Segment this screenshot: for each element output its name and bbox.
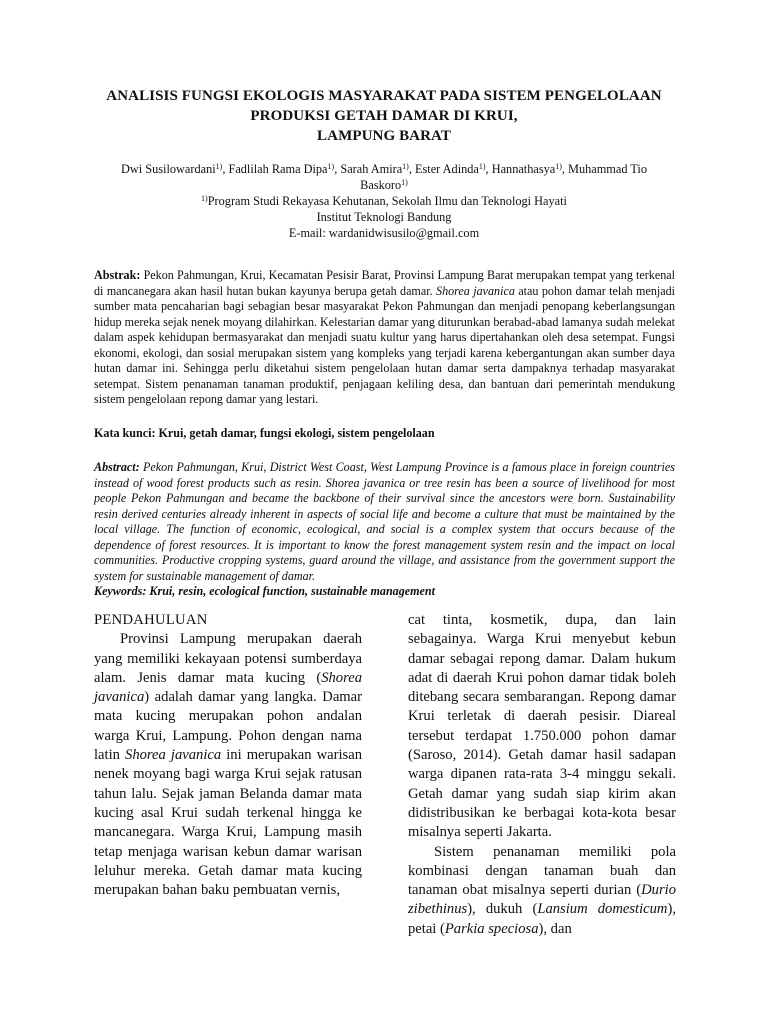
author-line-1 (96, 161, 672, 177)
intro-text: Sistem penanaman memiliki pola kombinasi dengan tanaman buah dan tanaman obat misalnya seperti durian ( (408, 843, 676, 899)
body-column-left (94, 611, 362, 900)
author-sep: , (222, 162, 229, 176)
author-1: Dwi Susilowardani (121, 162, 216, 176)
intro-text: Provinsi Lampung merupakan daerah yang memiliki kekayaan potensi sumberdaya alam. Jenis damar mata kucing ( (94, 631, 362, 686)
author-sep: , (561, 162, 569, 176)
affiliation-line-1: Program Studi Rekayasa Kehutanan, Sekolah Ilmu dan Teknologi Hayati (207, 194, 567, 208)
intro-text: ini merupakan warisan nenek moyang bagi warga Krui sejak ratusan tahun lalu. Sejak jaman Belanda damar mata kucing asal Krui sudah terkenal hingga ke mancanegara. Warga Krui, Lampung masih tetap menjaga warisan kebun damar warisan leluhur mereka. Getah damar mata kucing merupakan bahan baku pembuatan vernis, (94, 747, 362, 899)
intro-species: Durio zibethinus (408, 882, 676, 918)
abstract-text-a: Pekon Pahmungan, Krui, Kecamatan Pesisir Barat, Provinsi Lampung Barat merupakan tempat yang terkenal di mancanegara akan hasil hutan bukan kayunya berupa getah damar. (94, 268, 675, 298)
affiliation-sup: 1) (201, 194, 208, 203)
author-5: Hannathasya (491, 162, 556, 176)
title-line-1: ANALISIS FUNGSI EKOLOGIS MASYARAKAT PADA SISTEM PENGELOLAAN (106, 88, 662, 104)
abstract-text-b: atau pohon damar telah menjadi sumber mata pencaharian bagi sebagian besar masyarakat Pekon Pahmungan dan menjadi penopang keberlangsungan hidup mereka sejak nenek moyang dilahirkan. Kelestarian damar yang diturunkan berabad-abad lamanya sudah melekat dalam aspek kehidupan bermasyarakat dan menjadi suatu kultur yang harus dipertahankan oleh desa setempat. Fungsi ekonomi, ekologi, dan sosial merupakan sistem yang kompleks yang terjadi karena kebergantungan akan sumber daya hutan damar ini. Sehingga perlu diketahui sistem pengelolaan hutan damar serta dampaknya terhadap masyarakat setempat. Sistem penanaman tanaman produktif, penjagaan keliling desa, dan bantuan dari pemerintah mendukung sistem pengelolaan repong damar yang lestari. (94, 283, 675, 406)
author-3: Sarah Amira (340, 162, 403, 176)
abstract-en-text: Pekon Pahmungan, Krui, District West Coast, West Lampung Province is a famous place in foreign countries instead of wood forest products such as resin. Shorea javanica or tree resin has been a source of livelihood for most people Pekon Pahmungan and became the backbone of their survival since the ancestors were born. Sustainability resin derived centuries already inherent in aspects of social life and become a culture that must be maintained by the local village. The function of economic, ecological, and social is a complex system that occurs because of the dependence of forest resources. It is important to know the forest management system resin and the impact on local communities. Productive cropping systems, guard around the village, and assistance from the government support the system for sustainable management of damar. (94, 460, 675, 583)
keywords-english: Keywords: Krui, resin, ecological function, sustainable management (94, 584, 436, 598)
intro-paragraph-2 (408, 843, 676, 939)
abstract-indonesian (94, 268, 675, 408)
intro-text: ) adalah damar yang langka. Damar mata kucing merupakan pohon andalan warga Krui, Lampung. Pohon dengan nama latin (94, 689, 362, 764)
affiliation (96, 193, 672, 209)
author-2: Fadlilah Rama Dipa (228, 162, 328, 176)
author-line-2 (96, 177, 672, 193)
author-6-cont-sup: 1) (401, 178, 408, 187)
author-5-sup: 1) (555, 162, 562, 171)
author-sep: , (485, 162, 492, 176)
abstract-species: Shorea javanica (436, 283, 515, 298)
author-2-sup: 1) (327, 162, 335, 171)
intro-species: Lansium domesticum (537, 901, 668, 918)
author-sep: , (408, 162, 415, 176)
intro-species: Shorea javanica (94, 669, 362, 706)
paper-title (0, 86, 768, 146)
section-heading-pendahuluan: PENDAHULUAN (94, 612, 208, 628)
intro-paragraph-1-cont: cat tinta, kosmetik, dupa, dan lain sebagainya. Warga Krui menyebut kebun damar sebagai repong damar. Dalam hukum adat di daerah Krui pohon damar tidak boleh ditebang secara sembarangan. Repong damar Krui terletak di daerah pesisir. Diareal tersebut terdapat 1.750.000 pohon damar (Saroso, 2014). Getah damar hasil sadapan warga dipanen rata-rata 3-4 minggu sekali. Getah damar yang sudah siap kirim akan didistribusikan ke berbagai kota-kota besar misalnya seperti Jakarta. (408, 612, 676, 841)
intro-species: Shorea javanica (125, 747, 222, 764)
intro-paragraph-1 (94, 630, 362, 900)
intro-text: ), dukuh ( (467, 901, 538, 918)
author-3-sup: 1) (402, 162, 409, 171)
keywords-indonesian: Kata kunci: Krui, getah damar, fungsi ekologi, sistem pengelolaan (94, 426, 435, 440)
author-6-cont: Baskoro (360, 178, 402, 192)
author-4: Ester Adinda (415, 162, 479, 176)
abstract-en-label: Abstract: (94, 460, 140, 474)
intro-species: Parkia speciosa (444, 920, 539, 937)
title-line-2: PRODUKSI GETAH DAMAR DI KRUI, (250, 108, 518, 124)
intro-text: ), petai ( (408, 901, 676, 937)
author-1-sup: 1) (215, 162, 223, 171)
author-6: Muhammad Tio (568, 162, 647, 176)
title-line-3: LAMPUNG BARAT (317, 128, 451, 144)
abstract-english (94, 460, 675, 584)
abstract-label: Abstrak: (94, 268, 141, 282)
author-email: E-mail: wardanidwisusilo@gmail.com (288, 226, 480, 240)
author-4-sup: 1) (478, 162, 486, 171)
author-sep: , (334, 162, 341, 176)
body-column-right (408, 611, 676, 939)
intro-text: ), dan (538, 920, 572, 937)
affiliation-line-2: Institut Teknologi Bandung (316, 210, 452, 224)
author-block (96, 161, 672, 241)
